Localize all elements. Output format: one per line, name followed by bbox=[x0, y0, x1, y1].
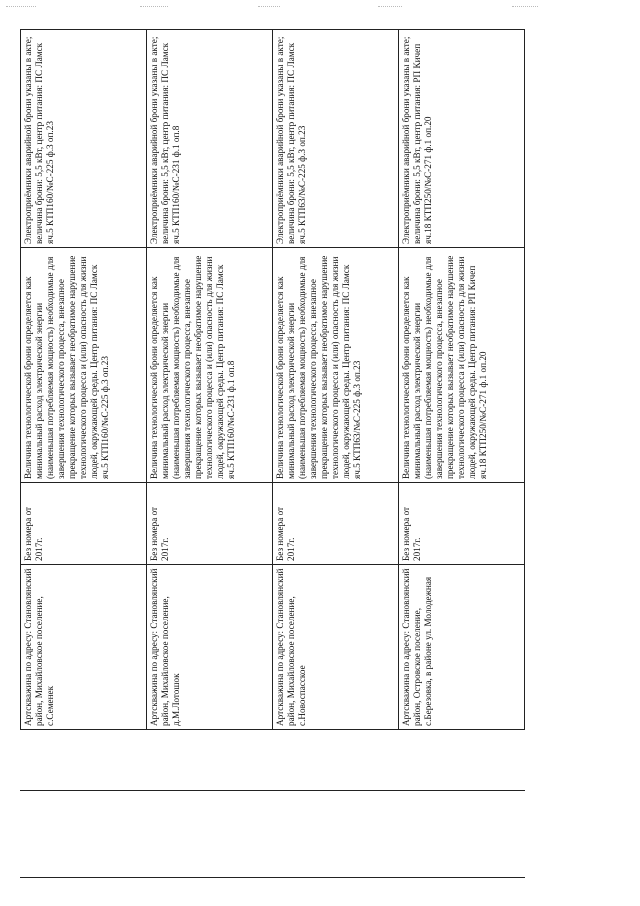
object-cell: Артскважина по адресу: Становлянский район, Островское поселение, с.Березовка, в районе ул. Молодежная bbox=[399, 565, 525, 730]
receivers-cell: Электроприёмники аварийной брони указаны в акте; величина брони: 5,5 кВт, центр питания: ПС Ламск яч.5 КТП63/№С-225 ф.3 оп.23 bbox=[273, 30, 399, 248]
table-row bbox=[399, 30, 525, 730]
object-cell: Артскважина по адресу: Становлянский район, Михайловское поселение, д.М.Лотошок bbox=[147, 565, 273, 730]
receivers-cell: Электроприёмники аварийной брони указаны в акте; величина брони: 5,5 кВт, центр питания: ПС Ламск яч.5 КТП160/№С-231 ф.1 оп.8 bbox=[147, 30, 273, 248]
receivers-cell: Электроприёмники аварийной брони указаны в акте; величина брони: 5,5 кВт, центр питания: ПС Ламск яч.5 КТП160/№С-225 ф.3 оп.23 bbox=[21, 30, 147, 248]
description-cell: Величина технологической брони определяется как минимальный расход электрической энергии (наименьшая потребляемая мощность) необходимые для завершения технологического процесса, внезапное прекращение которых вызывает необратимое нарушение технологического процесса и (или) опасность для жизни людей, окружающей среды. Центр питания: РП Кичеп яч.18 КТП250/№С-271 ф.1 оп.20 bbox=[399, 248, 525, 483]
object-cell: Артскважина по адресу: Становлянский район, Михайловское поселение, с.Новоспасское bbox=[273, 565, 399, 730]
emergency-reserve-table bbox=[20, 29, 525, 730]
number-cell: Без номера от 2017г. bbox=[147, 483, 273, 565]
number-cell: Без номера от 2017г. bbox=[273, 483, 399, 565]
table-row bbox=[21, 30, 147, 730]
description-cell: Величина технологической брони определяется как минимальный расход электрической энергии (наименьшая потребляемая мощность) необходимые для завершения технологического процесса, внезапное прекращение которых вызывает необратимое нарушение технологического процесса и (или) опасность для жизни людей, окружающей среды. Центр питания: ПС Ламск яч.5 КТП160/№С-225 ф.3 оп.23 bbox=[21, 248, 147, 483]
number-cell: Без номера от 2017г. bbox=[21, 483, 147, 565]
receivers-cell: Электроприёмники аварийной брони указаны в акте; величина брони: 5,5 кВт, центр питания: РП Кичеп яч.18 КТП250/№С-271 ф.1 оп.20 bbox=[399, 30, 525, 248]
description-cell: Величина технологической брони определяется как минимальный расход электрической энергии (наименьшая потребляемая мощность) необходимые для завершения технологического процесса, внезапное прекращение которых вызывает необратимое нарушение технологического процесса и (или) опасность для жизни людей, окружающей среды. Центр питания: ПС Ламск яч.5 КТП63/№С-225 ф.3 оп.23 bbox=[273, 248, 399, 483]
object-cell: Артскважина по адресу: Становлянский район, Михайловское поселение, с.Семенек bbox=[21, 565, 147, 730]
top-scan-marks bbox=[0, 6, 640, 10]
separator-line bbox=[20, 790, 525, 791]
table-row bbox=[273, 30, 399, 730]
separator-line bbox=[20, 877, 525, 878]
table-row bbox=[147, 30, 273, 730]
description-cell: Величина технологической брони определяется как минимальный расход электрической энергии (наименьшая потребляемая мощность) необходимые для завершения технологического процесса, внезапное прекращение которых вызывает необратимое нарушение технологического процесса и (или) опасность для жизни людей, окружающей среды. Центр питания: ПС Ламск яч.5 КТП160/№С-231 ф.1 оп.8 bbox=[147, 248, 273, 483]
rotated-table-container bbox=[20, 30, 525, 730]
number-cell: Без номера от 2017г. bbox=[399, 483, 525, 565]
